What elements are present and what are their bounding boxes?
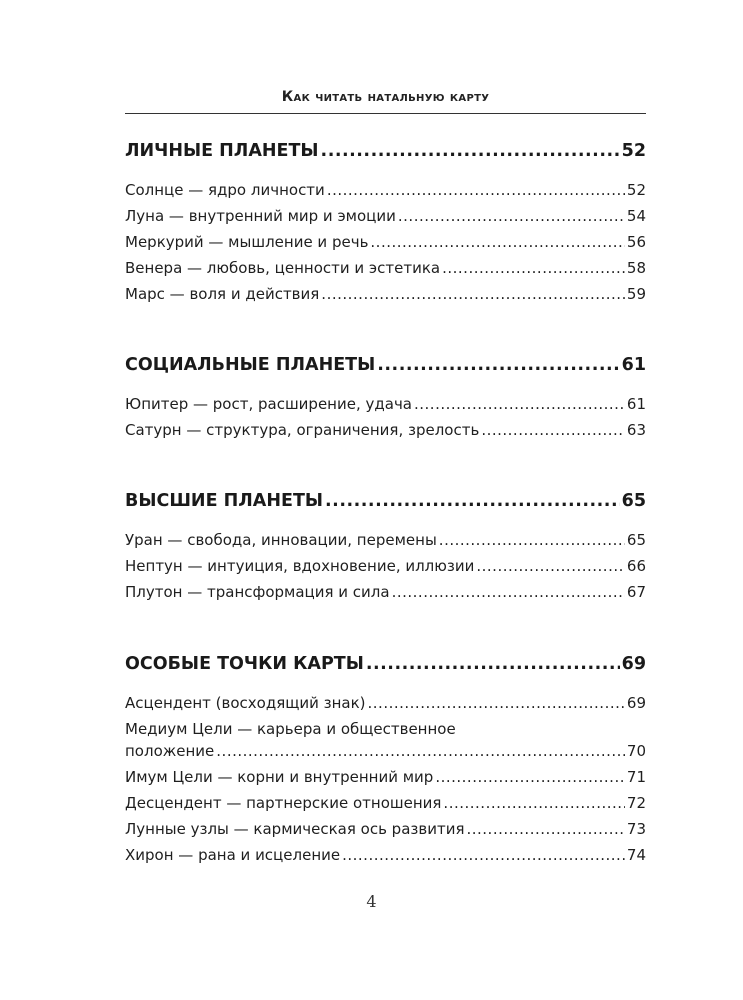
- entry-title: Меркурий — мышление и речь: [125, 233, 369, 251]
- toc-section-heading[interactable]: [125, 654, 646, 680]
- toc-entry-list: [125, 181, 646, 311]
- entry-page-number: 72: [626, 794, 646, 812]
- section-page-number: 65: [621, 491, 646, 511]
- running-head: Как читать натальную карту: [281, 89, 490, 105]
- toc-section-heading[interactable]: [125, 141, 646, 167]
- page-number: 4: [366, 892, 377, 911]
- entry-page-number: 52: [626, 181, 646, 199]
- toc-entry[interactable]: [125, 720, 646, 768]
- toc-entry[interactable]: [125, 557, 646, 583]
- entry-title: Марс — воля и действия: [125, 285, 320, 303]
- toc-entry[interactable]: [125, 794, 646, 820]
- entry-page-number: 69: [626, 694, 646, 712]
- dot-leader: [442, 259, 625, 277]
- toc-section-personal-planets: [125, 141, 646, 311]
- section-page-number: 61: [621, 355, 646, 375]
- section-title: ЛИЧНЫЕ ПЛАНЕТЫ: [125, 141, 319, 161]
- toc-entry[interactable]: [125, 285, 646, 311]
- toc-entry[interactable]: [125, 207, 646, 233]
- entry-title: Имум Цели — корни и внутренний мир: [125, 768, 434, 786]
- toc-section-heading[interactable]: [125, 355, 646, 381]
- entry-page-number: 71: [626, 768, 646, 786]
- entry-page-number: 63: [626, 421, 646, 439]
- toc-entry[interactable]: [125, 421, 646, 447]
- toc-entry[interactable]: [125, 531, 646, 557]
- entry-page-number: 70: [626, 742, 646, 760]
- toc-entry[interactable]: [125, 583, 646, 609]
- entry-title: Юпитер — рост, расширение, удача: [125, 395, 412, 413]
- toc-section-higher-planets: [125, 491, 646, 609]
- section-page-number: 52: [621, 141, 646, 161]
- dot-leader: [476, 557, 625, 575]
- entry-page-number: 65: [626, 531, 646, 549]
- dot-leader: [368, 694, 625, 712]
- dot-leader: [377, 355, 619, 375]
- entry-title: Солнце — ядро личности: [125, 181, 325, 199]
- toc-section-special-points: [125, 654, 646, 872]
- toc-entry[interactable]: [125, 395, 646, 421]
- dot-leader: [466, 820, 624, 838]
- section-title: ОСОБЫЕ ТОЧКИ КАРТЫ: [125, 654, 364, 674]
- toc-entry[interactable]: [125, 846, 646, 872]
- entry-page-number: 54: [626, 207, 646, 225]
- dot-leader: [342, 846, 625, 864]
- entry-title: Асцендент (восходящий знак): [125, 694, 366, 712]
- dot-leader: [327, 181, 625, 199]
- toc-entry-list: [125, 395, 646, 447]
- dot-leader: [481, 421, 625, 439]
- dot-leader: [439, 531, 625, 549]
- toc-entry[interactable]: [125, 694, 646, 720]
- dot-leader: [392, 583, 625, 601]
- entry-page-number: 74: [626, 846, 646, 864]
- entry-title: положение: [125, 742, 215, 760]
- dot-leader: [321, 285, 625, 303]
- entry-title-line1: Медиум Цели — карьера и общественное: [125, 720, 456, 738]
- entry-title: Лунные узлы — кармическая ось развития: [125, 820, 465, 838]
- toc-section-heading[interactable]: [125, 491, 646, 517]
- entry-title: Хирон — рана и исцеление: [125, 846, 341, 864]
- toc-section-social-planets: [125, 355, 646, 447]
- dot-leader: [216, 742, 625, 760]
- dot-leader: [414, 395, 625, 413]
- toc-entry[interactable]: [125, 820, 646, 846]
- dot-leader: [366, 654, 620, 674]
- entry-title: Луна — внутренний мир и эмоции: [125, 207, 396, 225]
- entry-page-number: 67: [626, 583, 646, 601]
- entry-page-number: 61: [626, 395, 646, 413]
- toc-entry[interactable]: [125, 181, 646, 207]
- entry-title: Сатурн — структура, ограничения, зрелость: [125, 421, 480, 439]
- toc-entry[interactable]: [125, 233, 646, 259]
- dot-leader: [325, 491, 620, 511]
- entry-page-number: 58: [626, 259, 646, 277]
- header-rule: [125, 113, 646, 114]
- dot-leader: [398, 207, 625, 225]
- entry-page-number: 66: [626, 557, 646, 575]
- entry-title: Уран — свобода, инновации, перемены: [125, 531, 437, 549]
- dot-leader: [443, 794, 624, 812]
- dot-leader: [321, 141, 620, 161]
- entry-page-number: 56: [626, 233, 646, 251]
- entry-title: Нептун — интуиция, вдохновение, иллюзии: [125, 557, 475, 575]
- entry-title: Десцендент — партнерские отношения: [125, 794, 442, 812]
- section-title: СОЦИАЛЬНЫЕ ПЛАНЕТЫ: [125, 355, 376, 375]
- entry-title: Плутон — трансформация и сила: [125, 583, 390, 601]
- section-page-number: 69: [621, 654, 646, 674]
- entry-title: Венера — любовь, ценности и эстетика: [125, 259, 441, 277]
- section-title: ВЫСШИЕ ПЛАНЕТЫ: [125, 491, 324, 511]
- entry-page-number: 59: [626, 285, 646, 303]
- toc-entry[interactable]: [125, 768, 646, 794]
- toc-entry-list: [125, 694, 646, 872]
- toc-entry[interactable]: [125, 259, 646, 285]
- entry-page-number: 73: [626, 820, 646, 838]
- toc-entry-list: [125, 531, 646, 609]
- dot-leader: [435, 768, 625, 786]
- dot-leader: [370, 233, 625, 251]
